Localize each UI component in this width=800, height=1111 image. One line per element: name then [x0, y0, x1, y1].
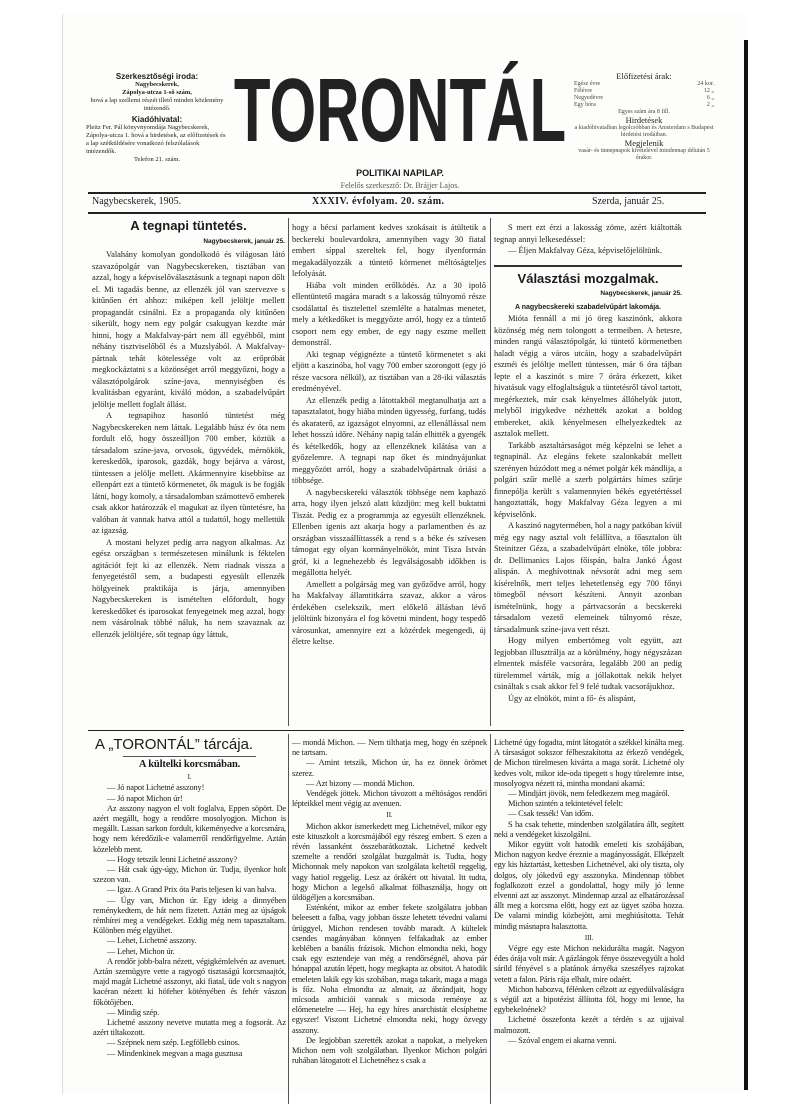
paragraph: — Hát csak úgy-úgy, Michon úr. Tudja, ilyenkor holt szezon van. [93, 865, 286, 885]
office-street: Zápolya-utcza 1-ső szám, [122, 89, 192, 96]
section-number: III. [584, 933, 594, 942]
column-divider [490, 218, 491, 726]
price-row [574, 88, 714, 95]
paragraph: A rendőr jobb-balra nézett, végigkémlelvén az avenuet. Aztán szemügyre vette a ragyogó tisztaságú korcsmaajtót, majd magát Lichetné asszonyt, aki fiatal, üde volt s nagyon kacéran nézett ki höfeher kötényében és fehér vászon főkötőjében. [93, 956, 286, 1007]
paragraph: — Lehet, Lichetné asszony. [107, 936, 197, 946]
publisher-title: Kiadóhivatal: [131, 115, 183, 124]
paragraph: — Mindjárt jövök, nem feledkezem meg magáról. [508, 789, 670, 799]
story-title: A kültelki korcsmában. [138, 759, 241, 770]
article-title: Választási mozgalmak. [517, 270, 659, 286]
price-row [574, 95, 714, 102]
paragraph: Hogy milyen embertömeg volt együtt, azt legjobban illusztrálja az a körülmény, hogy négyszázan elmentek másféle vacsorára, legalább 200 an pedig türelemmel várták, míg a jóllakottak nekik helyet csináltak s csak akkor fel 9 felé tudtak vacsorájukhoz. [494, 636, 682, 691]
paragraph: Lichetné összefonta kezét a térdén s az ujjaival malmozott. [494, 1015, 684, 1035]
publisher-note: Pleitz Fer. Pál könyvnyomdája Nagybecskerek, Zápolya-utcza 1. hová a hirdetések, az előfizetések és a lap szétküldésére vonatkozó felszólalások intézendők. [86, 124, 226, 155]
feuilleton-header: A „TORONTÁL” tárcája. [95, 736, 254, 753]
single-price: Egyes szám ára 8 fill. [618, 109, 670, 115]
ads-note: a kiadóhivatalban legolcsóbban és Amsterdam s Budapest hirdetési irodáiban. [574, 125, 714, 138]
paragraph: Aki tegnap végignézte a tüntető körmenetet s aki eljött a kaszinóba, hol vagy 700 ember szorongott (egy jó része vacsora nélkül), az tisztában van a 28-iki választás eredményével. [292, 349, 486, 393]
paragraph: Mióta fennáll a mi jó öreg kaszinónk, akkora közönség még nem tolongott a termeiben. A hetesre, minden rangú választópolgár, ki tüntető körmenetben haladt végig a város utcáin, hogy a szabadelvűpárt eszméi és jelöltje mellett tüntessen, már 6 óra tájban lepte el a kaszinót s mire 7 órára érkezett, kiket hivatásuk vagy elfoglaltságuk a tüntetésről távol tartott, megérkeztek, már csak kényelmes állóhelyük jutott, melyből irigykedve nézhették azokat a boldog embereket, akik kényelmesen elhelyezkedtek az asztalok mellett. [494, 314, 682, 438]
office-note: hová a lap szellemi részét illető minden közlemény intézendő. [90, 97, 224, 112]
column-divider [490, 734, 491, 1104]
appear-note: vasár- és ünnepnapok kivételével mindennap délután 5 órakor. [578, 148, 710, 161]
header-rule [88, 192, 706, 194]
masthead-office-info [86, 72, 228, 164]
price-value: 24 kor. [697, 81, 714, 87]
paragraph: Úgy az elnököt, mint a fő- és alispánt, [508, 693, 636, 703]
price-row [574, 81, 714, 88]
paragraph: — Éljen Makfalvay Géza, képviselőjelöltünk. [508, 246, 662, 255]
newspaper-subtitle: POLITIKAI NAPILAP. [356, 168, 444, 178]
paragraph: Tarkább asztaltársaságot még képzelni se lehet a tegnapinál. Az elegáns fekete szalonkabát mellett szerényen húzódott meg a német polgár kék mándlija, a polgári szűr mellé a szerb polgártárs hímes szűrje finnepólja került s valamennyien békés egyetértéssel hangoztatták, hogy Makfalvay Géza legyen a mi képviselőnk. [494, 440, 682, 519]
paragraph: A nagybecskereki választók többsége nem kaphazó arra, hogy ilyen jelszó alatt küzdjön: meg kell buktatni Tiszát. Pedig ez a programmja az egyesült ellenzéknek. Ellenben igenis azt akarja hogy a parlamentben és az országban visszaállíttassék a rend s a béke és szívesen támogat egy olyan kormányelnököt, mint Tisza István gróf, ki a legnehezebb és legválságosabb időkben is megállotta helyét. [292, 487, 486, 577]
newspaper-title: TORONTÁL [233, 60, 567, 161]
paragraph: — Jó napot Michon úr! [107, 793, 183, 803]
prices-title: Előfizetési árak: [616, 71, 672, 81]
paragraph: A mostani helyzet pedig arra nagyon alkalmas. Az egész országban s természetesen minálunk is féktelen agitációt fejt ki az ellenzék. Nem riadnak vissza a fenyegetéstől sem, a budapesti egyesült ellenzék hölgyeinek praktikája is járja, amennyiben Nagybecskereken is ismételten előfordult, hogy kereskedőket és iparosokat fenyegetnek meg azzal, hogy nem vásárolnak többé náluk, ha nem szavaznak az ellenzék jelöltjére, sőt tegnap úgy láttuk, [92, 537, 285, 639]
paragraph: — Lehet, Michon úr. [107, 946, 175, 956]
paragraph: Vendégek jöttek. Michon távozott a méltóságos rendőri lépteikkel ment végig az avenuen. [292, 789, 487, 809]
paragraph: Esténként, mikor az ember fekete szolgálatra jobban beleesett a falba, vagy jobban össze lehetett tévedni valami ürüggyel, Michon rendesen tovább maradt. A kültelek csendes magányában könnyen felfakadtak az ember keblében a banális frázisok. Michon elmondta neki, hogy csak egy esztendeje van még a rendőrségnél, ahova pár hónappal azután lépett, hogy megkapta az obsitot. A hatodik emeleten lakik egy kis szobában, maga takarít, maga a maga is főz. Noha elmondta az almait, az ábrándjait, hogy mícsoda ambiciói vannak s micsoda reménye az előmenetelre — Hej, ha egy híres anarchistát elcsíphetne egyszer! Viszont Lichetné elmondta neki, hogy özvegy asszony. [292, 903, 487, 1035]
feuilleton-rule [88, 730, 684, 731]
article-dateline: Nagybecskerek, január 25. [600, 290, 682, 297]
paragraph: A kaszinó nagytermében, hol a nagy patkóban kívül még egy nagy asztal volt felállítva, a főasztalon ült Steinitzer Géza, a szabadelvűpárt elnöke, tőle jobbra: dr. Dellimanics Lajos főispán, balra Jankó Ágost alispán. A meghívottnak névsorát adni meg sem kísérelnők, mert teljes lehetetlenség egy 700 főnyi tömegből névsort készíteni. Annyit azonban ismételnünk, hogy a pártvacsorán a becskereki társadalom vezető elemeinek túlnyomó része, társadalmunk színe-java vett részt. [494, 521, 682, 634]
feuilleton-column-3 [494, 738, 684, 1046]
dateline-place: Nagybecskerek, 1905. [92, 196, 182, 207]
paragraph: Hiába volt minden erőlködés. Az a 30 ipolő ellentüntető magára maradt s a lakosság túlnyomó része csodálattal és tisztelettel szemlélte a hatalmas menetet, mely a kétkedőket is meggyőzte arról, hogy ez a tüntető csoport nem egy ember, de egy nagy eszme mellett demonstrál. [292, 280, 486, 347]
paragraph: — Csak tessék! Van időm. [508, 809, 594, 819]
price-label: Egész évre [574, 81, 601, 87]
paragraph: — Hogy tetszik lenni Lichetné asszony? [107, 854, 237, 864]
page-edge-shadow [744, 40, 748, 1090]
price-row [574, 102, 714, 109]
column-divider [288, 218, 289, 726]
dateline-day: Szerda, január 25. [592, 196, 665, 207]
article-valasztasi [494, 222, 682, 728]
section-number: II. [386, 811, 393, 820]
dateline-rule [88, 212, 706, 214]
paragraph: Valahány komolyan gondolkodó és világosan látó szavazópolgár van Nagybecskereken, tisztában van azzal, hogy a képviselőválasztásunk a tegnapi napon dőlt el. Mi tagadás benne, az ellenzék jól van szervezve s kitűnően ért ahhoz: miképen kell jelöltje mellett propagandát csinálni. Ez a propaganda oly kitűnően sikerült, hogy nem egy polgár csakugyan kezdte már hinni, hogy a Makfalvay-párt nem áll egyébből, mint néhány tisztviselőből és a Muzslyából. A Makfalvay-pártnak tehát kötelessége volt az erőpróbát megkockáztatni s a közönséget arról meggyőzni, hogy a választópolgárok színe-java, mennyiségben és kvalitásban egyaránt, kiváló módon, a szabadelvűpárt jelöltje mellett foglalt állást. [92, 250, 285, 409]
masthead-prices [574, 72, 714, 162]
paragraph: Lichetné asszony nevetve mutatta meg a fogsorát. Az azért tiltakozott. [93, 1018, 286, 1038]
title-rule [123, 756, 256, 757]
office-city: Nagybecskerek, [135, 81, 179, 88]
paragraph: — Mindig szép. [107, 1007, 160, 1017]
price-label: Félévre [574, 88, 592, 94]
paragraph: — Amint tetszik, Michon úr, ha ez önnek örömet szerez. [292, 758, 487, 778]
paragraph: Az asszony nagyon el volt foglalva, Eppen söpört. De azért megállt, hogy a rendőrre mosolyogjon. Michon is megállt. Lassan sarkon fordult, kikeményedve a korcsmára, hogy nem kéredőzik-e valamerről rendőrfigyelme. Aztán közelebb ment. [93, 803, 286, 854]
paragraph: Michon habozva, félénken célzott az egyedülvaláságra s végül azt a hipotézist állította föl, hogy mi lenne, ha egybekelnének? [494, 984, 684, 1015]
price-value: 2 „ [706, 102, 714, 108]
article-tuntetes [92, 218, 285, 728]
price-label: Negyedévre [574, 95, 603, 101]
paragraph: — mondá Michon. — Nem tilthatja meg, hogy én szépnek ne tartsam. [292, 738, 487, 758]
price-value: 12 „ [703, 88, 714, 94]
office-title: Szerkesztőségi iroda: [115, 72, 199, 81]
price-label: Egy hóra [574, 102, 596, 108]
paragraph: — Azt bizony — mondá Michon. [306, 778, 415, 788]
paragraph: Mikor együtt volt hatodik emeleti kis szobájában, Michon nagyon kedve éreznie a magányosságát. Elképzelt egy kis háztartást, kettesben Lichetnével, aki oly tiszta, oly dolgos, oly jókedvű egy asszonyka. Mindennap többet foglalkozott ezzel a gondolattal, hogy mily jó lenne elvenni azt az asszonyt. Mindennap azzal az elhatározással állt meg a korcsma előtt, hogy ezt az ügyet szóba hozza. De valami mindig közbejött, ami meghiúsította. Tehát mindig másnapra halasztotta. [494, 840, 684, 931]
dateline-volume: XXXIV. évfolyam. 20. szám. [312, 196, 445, 207]
paragraph: A tegnapihoz hasonló tüntetést még Nagybecskereken nem láttak. Legalább húsz év óta nem fordult elő, hogy összeálljon 700 ember, köztük a társadalom színe-java, orvosok, ügyvédek, mérnökök, kereskedők, iparosok, gazdák, hogy bejárva a várost, tüntessen a jelölje mellett. Akármennyire kisebbítse az ellenpárt ezt a tüntető körmenetet, ők maguk is be fogják látni, hogy komoly, a társadalomban számottevő emberek csak akkor határozzák el magukat az ilyen tüntetésre, ha valóban át vannak hatva attól a tudattól, hogy mellettük az igazság. [92, 411, 285, 535]
paragraph: Amellett a polgárság meg van győződve arról, hogy ha Makfalvay államtitkárra szavaz, akkor a város érdekében cselekszik, mert előkelő állásban lévő jelöltünk bizonyára el fog követni mindent, hogy tespedő városunkat, amennyire ezt a közérdek megengedi, új életre keltse. [292, 579, 486, 646]
article-title: A tegnapi tüntetés. [130, 218, 247, 233]
paragraph: hogy a bécsi parlament kedves szokásait is átültetik a beckereki boulevardokra, amennyiben vagy 30 fiatal embert síppal szereltek fel, hogy ilyenformán megakadályozzák a tüntető körmenet méltóságteljes lefolyását. [292, 223, 486, 278]
paragraph: S mert ezt érzi a lakosság zöme, azért kiáltották tegnap annyi lelkesedéssel: [494, 223, 682, 244]
appear-title: Megjelenik [624, 138, 664, 148]
section-number: I. [187, 773, 192, 782]
paragraph: — Mindenkinek megvan a maga gusztusa [107, 1048, 243, 1058]
paragraph: — Szépnek nem szép. Legföllebb csinos. [107, 1038, 240, 1048]
editor-line: Felelős szerkesztő: Dr. Brájjer Lajos. [340, 181, 460, 190]
article-tuntetes-continued [292, 222, 486, 728]
feuilleton-column-2 [292, 738, 487, 1067]
paragraph: S ha csak tehette, mindenben szolgálatára állt, segített neki a vendégeket kiszolgálni. [494, 819, 684, 839]
paragraph: Michon szintén a tekintetével felelt: [508, 799, 623, 809]
feuilleton-column-1 [93, 756, 286, 1059]
ads-title: Hirdetések [625, 115, 663, 125]
paragraph: Az ellenzék pedig a látottakból megtanulhatja azt a tapasztalatot, hogy hiába minden ügyesség, furfang, tudás és akaraterő, az igazságot elnyomni, az ellenállással nem lehet hosszú időre. Néhány napig talán elhitték a gyengék és kételkedők, hogy az ellenzéknek kilátása van a győzelemre. A tegnapi nap őket és mindnyájunkat meggyőzött arról, hogy a szabadelvűpártnak óriási a többsége. [292, 395, 486, 485]
article-lead: A nagybecskereki szabadelvűpárt lakomája. [514, 303, 662, 311]
paragraph: — Jó napot Lichetné asszony! [107, 783, 205, 793]
article-dateline: Nagybecskerek, január 25. [203, 237, 285, 245]
column-divider [288, 734, 289, 1104]
paragraph: Lichetné úgy fogadta, mint látogatót a székkel kínálta meg. A társaságot sokszor félbeszakította az érkező vendégek, de Michon türelmesen kivárta a maga sorát. Lichetné oly kedves volt, mikor ide-oda tipegett s hogy türelemre intse, mosolyogva nézett rá, mintha mondani akarná: [494, 738, 684, 788]
paragraph: — Igaz. A Grand Prix óta Paris teljesen ki van halva. [107, 885, 277, 895]
phone: Telefon 21. szám. [133, 156, 181, 163]
paragraph: Michon akkor ismerkedett meg Lichetnével, mikor egy este kituszkolt a korcsmájából egy részeg embert. S ezen a révén lassanként összebarátkoztak. Lichetné kedvelt szemelte a rendőri szolgálat buzgalmát is. Tudta, hogy Michonnak mely napokon van szolgálata keltetől reggelig, vagy hatiol reggelig. Lesz az órákért ott hivatal. Itt tudta, hogy Michon a legelső alkalmat fölhasználja, hogy ott üldögéljen a korcsmában. [292, 821, 487, 903]
paragraph: De legjobban szerették azokat a napokat, a melyeken Michon nem volt szolgálatban. Ilyenkor Michon polgári ruhában látogatott el Lichetnéhez s csak a [292, 1035, 487, 1066]
price-value: 6 „ [706, 95, 714, 101]
paragraph: Végre egy este Michon nekidurálta magát. Nagyon édes órája volt már. A gázlángok fénye összevegyült a hold sárild fényével s a platánok árnyéka szeszélyes rajzokat vetett a falon. Páris rája elhalt, mire odaért. [494, 944, 684, 984]
paragraph: — Úgy van, Michon úr. Egy ideig a dinnyében reménykedtem, de hát nem fizetett. Aztán meg az újságok rémhírei meg a vendégeket. Eddig még nem tapasztaltam. Különben még elgyühet. [93, 895, 286, 936]
article-rule [494, 265, 682, 267]
paragraph: — Szóval engem ei akarna venni. [508, 1035, 617, 1045]
